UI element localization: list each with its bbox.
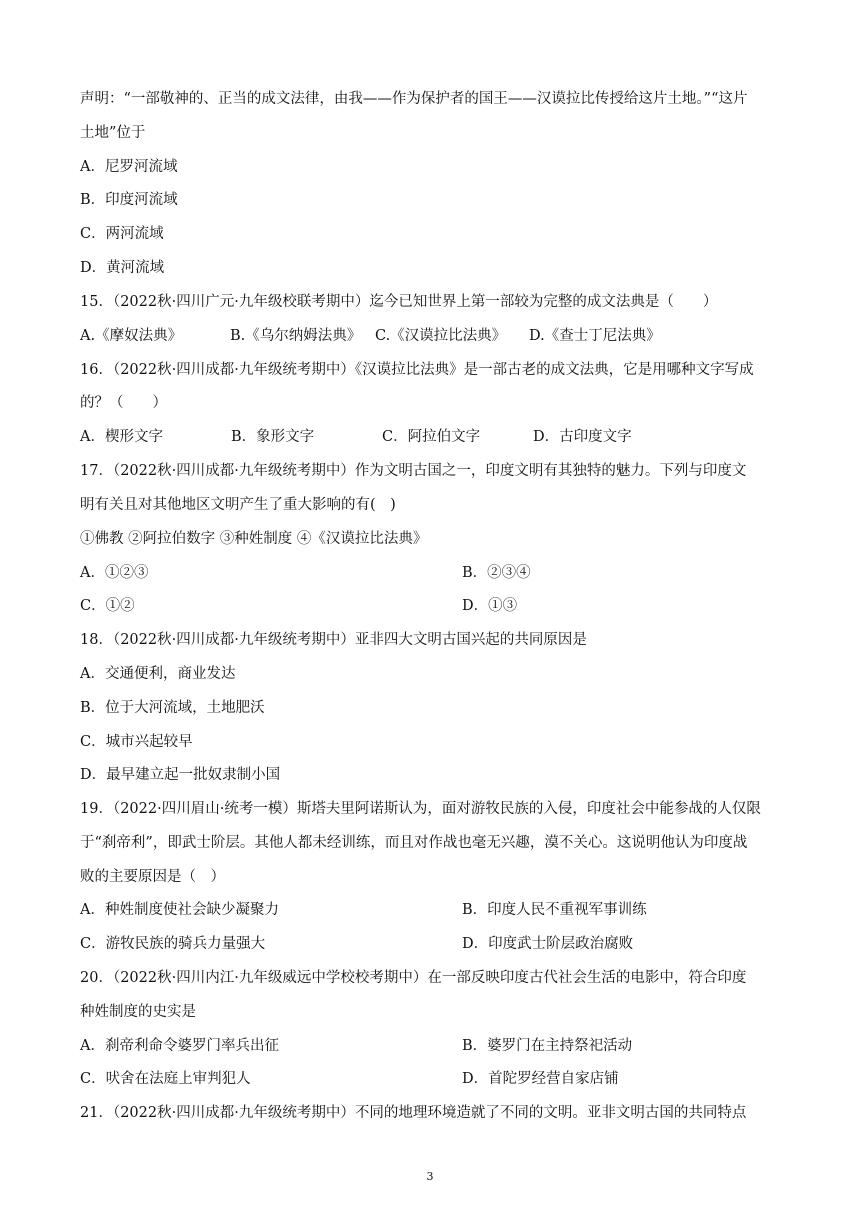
q19-options-row-1 [80, 900, 647, 920]
q17-options-row-2 [80, 596, 518, 616]
q16-options [80, 427, 632, 447]
q14-stem-line-2: 土地”位于 [80, 125, 146, 141]
q20-option-b: B．婆罗门在主持祭祀活动 [462, 1038, 633, 1054]
q15-option-a: A.《摩奴法典》 [80, 328, 183, 344]
q16-stem-line-2: 的？（ ） [80, 395, 167, 411]
q16-option-c: C．阿拉伯文字 [382, 429, 481, 445]
q17-stem-line-1: 17．（2022秋·四川成都·九年级统考期中）作为文明古国之一，印度文明有其独特的魅力。下列与印度文 [80, 463, 747, 479]
q20-options-row-2 [80, 1069, 619, 1089]
q17-option-b: B．②③④ [462, 565, 531, 581]
q20-stem-line-2: 种姓制度的史实是 [80, 1004, 196, 1020]
q14-stem-line-1: 声明：“一部敬神的、正当的成文法律，由我——作为保护者的国王——汉谟拉比传授给这片土地。”“这片 [80, 91, 748, 107]
q16-option-b: B．象形文字 [231, 429, 315, 445]
q15-option-c: C.《汉谟拉比法典》 [375, 328, 507, 344]
q20-option-a: A．刹帝利命令婆罗门率兵出征 [80, 1038, 279, 1054]
q16-option-a: A．楔形文字 [80, 429, 163, 445]
q20-option-d: D．首陀罗经营自家店铺 [462, 1071, 619, 1087]
q18-option-c: C．城市兴起较早 [80, 734, 193, 750]
q19-option-a: A．种姓制度使社会缺少凝聚力 [80, 902, 279, 918]
q20-option-c: C．吠舍在法庭上审判犯人 [80, 1071, 251, 1087]
q14-option-d: D．黄河流域 [80, 260, 165, 276]
q16-option-d: D．古印度文字 [533, 429, 632, 445]
q18-stem: 18．（2022秋·四川成都·九年级统考期中）亚非四大文明古国兴起的共同原因是 [80, 632, 587, 648]
page-number: 3 [426, 1170, 434, 1183]
q19-option-b: B．印度人民不重视军事训练 [462, 902, 647, 918]
q17-stem-line-2: 明有关且对其他地区文明产生了重大影响的有( ) [80, 497, 396, 513]
q17-option-c: C．①② [80, 598, 135, 614]
q14-option-a: A．尼罗河流域 [80, 159, 178, 175]
q16-stem-line-1: 16．（2022秋·四川成都·九年级统考期中）《汉谟拉比法典》是一部古老的成文法典，它是用哪种文字写成 [80, 362, 754, 378]
q19-stem-line-2: 于“刹帝利”，即武士阶层。其他人都未经训练，而且对作战也毫无兴趣，漠不关心。这说明他认为印度战 [80, 835, 748, 851]
q19-option-d: D．印度武士阶层政治腐败 [462, 936, 634, 952]
q17-options-row-1 [80, 563, 531, 583]
q19-option-c: C．游牧民族的骑兵力量强大 [80, 936, 266, 952]
q18-option-a: A．交通便利，商业发达 [80, 666, 236, 682]
q15-stem: 15．（2022秋·四川广元·九年级校联考期中）迄今已知世界上第一部较为完整的成文法典是（ ） [80, 294, 718, 310]
q21-stem-line-1: 21．（2022秋·四川成都·九年级统考期中）不同的地理环境造就了不同的文明。亚非文明古国的共同特点 [80, 1105, 747, 1121]
q17-items: ①佛教 ②阿拉伯数字 ③种姓制度 ④《汉谟拉比法典》 [80, 531, 428, 547]
q20-stem-line-1: 20．（2022秋·四川内江·九年级威远中学校校考期中）在一部反映印度古代社会生活的电影中，符合印度 [80, 970, 747, 986]
q17-option-d: D．①③ [462, 598, 518, 614]
q15-option-b: B.《乌尔纳姆法典》 [230, 328, 362, 344]
q19-stem-line-1: 19．（2022·四川眉山·统考一模）斯塔夫里阿诺斯认为，面对游牧民族的入侵，印度社会中能参战的人仅限 [80, 801, 761, 817]
q19-stem-line-3: 败的主要原因是（ ） [80, 869, 225, 885]
q14-option-c: C．两河流域 [80, 226, 164, 242]
q18-option-b: B．位于大河流域，土地肥沃 [80, 700, 265, 716]
q14-option-b: B．印度河流域 [80, 192, 178, 208]
q15-options [80, 326, 661, 346]
q18-option-d: D．最早建立起一批奴隶制小国 [80, 767, 281, 783]
q17-option-a: A．①②③ [80, 565, 149, 581]
q20-options-row-1 [80, 1036, 633, 1056]
q15-option-d: D.《查士丁尼法典》 [529, 328, 661, 344]
q19-options-row-2 [80, 934, 634, 954]
